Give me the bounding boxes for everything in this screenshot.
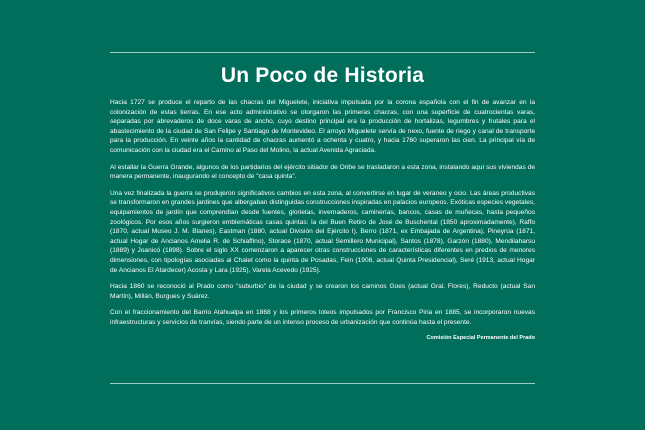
signature: Comisión Especial Permanente del Prado: [426, 335, 535, 342]
history-panel: [110, 0, 535, 430]
paragraph-chacras: Hacia 1727 se produce el reparto de las chacras del Miguelete, iniciativa impulsada por la corona española con el fin de avanzar en la colonización de estas tierras. En ese acto administrativo se otorgaron las primeras chacras, con una superficie de cuatrocientas varas, separadas por abrevaderos de doce varas de ancho, cuyo destino principal era la producción de hortalizas, legumbres y frutales para el abastecimiento de la ciudad de San Felipe y Santiago de Montevideo. El arroyo Miguelete servía de nexo, fuente de riego y canal de transporte para la producción. En veinte años la cantidad de chacras aumentó a ochenta y cuatro, y hacia 1760 superaron las cien. La principal vía de comunicación con la ciudad era el Camino al Paso del Molino, la actual Avenida Agraciada.: [110, 99, 535, 154]
paragraph-guerra-grande: Al estallar la Guerra Grande, algunos de los partidarios del ejército sitiador de Oribe se trasladaron a esta zona, instalando aquí sus viviendas de manera permanente, inaugurando el concepto de "casa quinta".: [110, 163, 535, 181]
history-text: [110, 98, 535, 342]
bottom-divider: [110, 383, 535, 384]
paragraph-urbanizacion: Con el fraccionamiento del Barrio Atahualpa en 1868 y los primeros loteos impulsados por Francisco Piria en 1885, se incorporaron nuevas infraestructuras y servicios de tranvías, siendo parte de un intenso proceso de urbanización que continúa hasta el presente.: [110, 309, 535, 326]
page-title: Un Poco de Historia: [220, 64, 425, 87]
top-divider: [110, 52, 535, 53]
paragraph-suburbio: Hacia 1860 se reconoció al Prado como "suburbio" de la ciudad y se crearon los caminos Goes (actual Gral. Flores), Reducto (actual San Martín), Millán, Burgues y Suárez.: [110, 283, 535, 300]
paragraph-casas-quintas: Una vez finalizada la guerra se produjeron significativos cambios en esta zona, al convertirse en lugar de veraneo y ocio. Las áreas productivas se transformaron en grandes jardines que albergaban distinguidas construcciones inspiradas en palacios europeos. Exóticas especies vegetales, equipamientos de jardín que comprendían desde fuentes, glorietas, invernaderos, caminerías, bancos, casas de muñecas, hasta pequeños zoológicos. Por esos años surgieron emblemáticas casas quintas: la del Buen Retiro de José de Buschental (1850 aproximadamente), Raffo (1870, actual Museo J. M. Blanes), Eastman (1880, actual División del Ejército I), Berro (1871, ex Embajada de Argentina), Pineyrúa (1871, actual Hogar de Ancianos Amelia R. de Schiaffino), Storace (1870, actual Semillero Municipal), Santos (1878), Garzón (1880), Mendilaharsu (1889) y Joanicó (1898). Sobre el siglo XX comenzaron a aparecer otras construcciones de características diferentes en predios de menores dimensiones, con tipologías asociadas al Chalet como la quinta de Posadas, Fein (1908, actual Quinta Presidencial), Seré (1913, actual Hogar de Ancianos El Atardecer) Acosta y Lara (1925), Varela Acevedo (1925).: [110, 189, 535, 274]
